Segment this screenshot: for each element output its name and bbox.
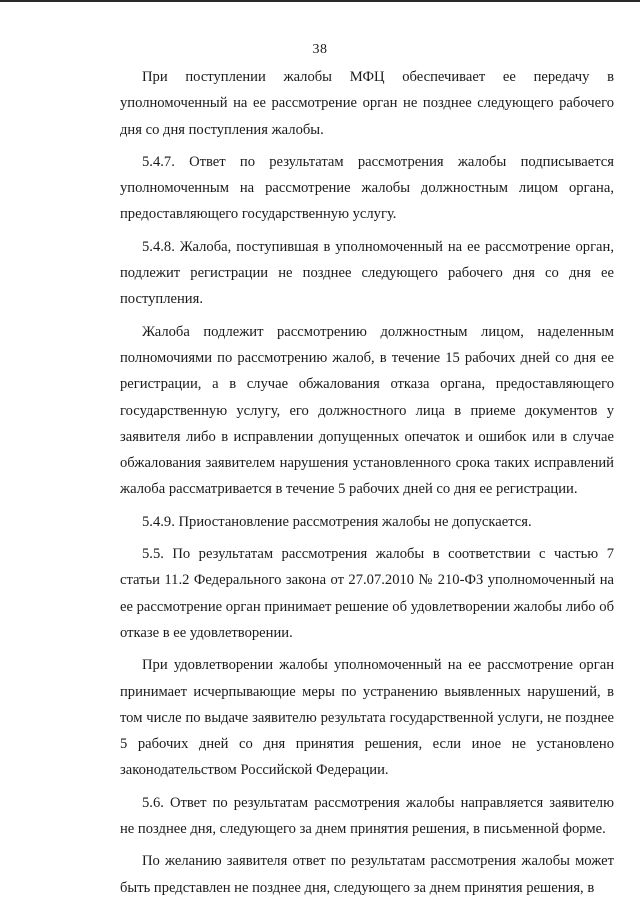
paragraph: При поступлении жалобы МФЦ обеспечивает ее передачу в уполномоченный на ее рассмотрение орган не позднее следующего рабочего дня со дня поступления жалобы. [120,69,614,138]
page-top-edge [0,0,640,2]
paragraph: 5.4.8. Жалоба, поступившая в уполномоченный на ее рассмотрение орган, подлежит регистрации не позднее следующего рабочего дня со дня ее поступления. [120,238,614,308]
paragraph: 5.4.7. Ответ по результатам рассмотрения жалобы подписывается уполномоченным на рассмотрение жалобы должностным лицом органа, предоставляющего государственную услугу. [120,153,614,223]
paragraph: При удовлетворении жалобы уполномоченный на ее рассмотрение орган принимает исчерпывающие меры по устранению выявленных нарушений, в том числе по выдаче заявителю результата государственной услуги, не позднее 5 рабочих дней со дня принятия решения, если иное не установлено законодательством Российской Федерации. [120,657,614,779]
paragraph: 5.6. Ответ по результатам рассмотрения жалобы направляется заявителю не позднее дня, следующего за днем принятия решения, в письменной форме. [120,794,614,838]
page-number: 38 [312,42,328,57]
paragraph: 5.4.9. Приостановление рассмотрения жалобы не допускается. [142,513,532,530]
paragraph: 5.5. По результатам рассмотрения жалобы в соответствии с частью 7 статьи 11.2 Федерального закона от 27.07.2010 № 210-ФЗ уполномоченный на ее рассмотрение орган принимает решение об удовлетворении жалобы либо об отказе в ее удовлетворении. [120,546,614,641]
paragraph: Жалоба подлежит рассмотрению должностным лицом, наделенным полномочиями по рассмотрению жалоб, в течение 15 рабочих дней со дня ее регистрации, а в случае обжалования отказа органа, предоставляющего государственную услугу, его должностного лица в приеме документов у заявителя либо в исправлении допущенных опечаток и ошибок или в случае обжалования заявителем нарушения установленного срока таких исправлений жалоба рассматривается в течение 5 рабочих дней со дня ее регистрации. [120,323,614,498]
document-body [120,64,614,901]
paragraph: По желанию заявителя ответ по результатам рассмотрения жалобы может быть представлен не позднее дня, следующего за днем принятия решения, в [120,853,614,896]
